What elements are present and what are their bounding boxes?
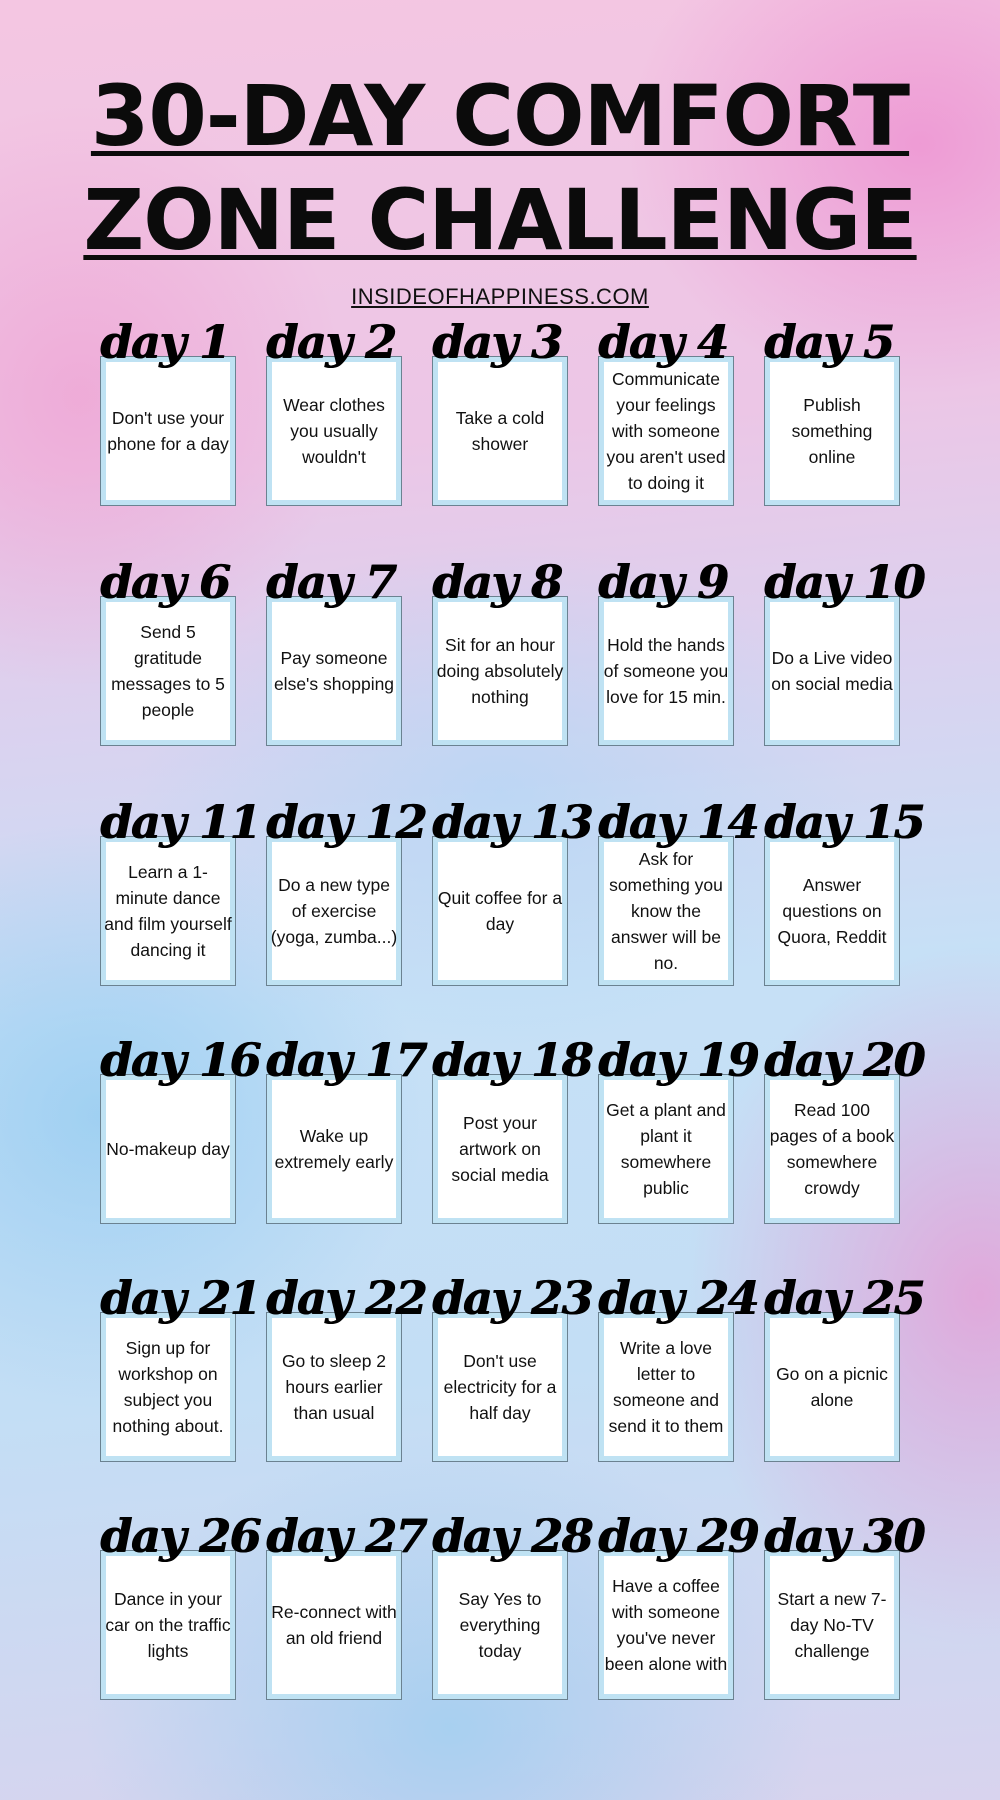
day-label: day 30: [764, 1509, 924, 1563]
day-task-text: Dance in your car on the traffic lights: [105, 1589, 231, 1661]
day-card-1: [100, 300, 240, 505]
day-label: day 26: [100, 1509, 260, 1563]
day-card-18: [432, 1018, 592, 1223]
day-task-text: Wear clothes you usually wouldn't: [283, 395, 385, 467]
day-label: day 14: [598, 795, 758, 849]
day-card-20: [764, 1018, 924, 1223]
day-label: day 22: [266, 1271, 426, 1325]
day-label: day 6: [100, 555, 230, 609]
day-task-text: Don't use electricity for a half day: [443, 1351, 557, 1423]
day-card-12: [266, 780, 426, 985]
day-label: day 16: [100, 1033, 260, 1087]
day-label: day 28: [432, 1509, 592, 1563]
day-label: day 7: [266, 555, 396, 609]
day-label: day 23: [432, 1271, 592, 1325]
day-label: day 12: [266, 795, 426, 849]
day-label: day 29: [598, 1509, 758, 1563]
website-link[interactable]: INSIDEOFHAPPINESS.COM: [351, 284, 649, 309]
day-label: day 21: [100, 1271, 260, 1325]
day-label: day 24: [598, 1271, 758, 1325]
day-card-7: [266, 540, 406, 745]
day-card-22: [266, 1256, 426, 1461]
day-card-3: [432, 300, 572, 505]
day-task-text: Go to sleep 2 hours earlier than usual: [281, 1351, 387, 1423]
day-card-19: [598, 1018, 758, 1223]
day-label: day 11: [100, 795, 260, 849]
day-card-11: [100, 780, 260, 985]
day-card-13: [432, 780, 592, 985]
day-card-27: [266, 1494, 426, 1699]
day-task-text: Ask for something you know the answer will be no.: [609, 849, 723, 973]
day-label: day 9: [598, 555, 728, 609]
day-label: day 1: [100, 315, 230, 369]
day-task-text: Don't use your phone for a day: [107, 408, 229, 454]
day-task-text: Read 100 pages of a book somewhere crowdy: [769, 1100, 895, 1198]
day-task-text: Do a new type of exercise (yoga, zumba...): [270, 875, 398, 947]
day-card-8: [432, 540, 572, 745]
day-card-10: [764, 540, 924, 745]
day-task-text: Start a new 7-day No-TV challenge: [777, 1589, 887, 1661]
day-task-text: Get a plant and plant it somewhere public: [606, 1100, 726, 1198]
day-task-text: Sit for an hour doing absolutely nothing: [436, 635, 564, 707]
day-label: day 18: [432, 1033, 592, 1087]
day-card-2: [266, 300, 406, 505]
day-task-text: Answer questions on Quora, Reddit: [777, 875, 887, 947]
day-card-28: [432, 1494, 592, 1699]
day-label: day 2: [266, 315, 396, 369]
day-label: day 25: [764, 1271, 924, 1325]
day-task-text: Send 5 gratitude messages to 5 people: [111, 622, 225, 720]
day-card-29: [598, 1494, 758, 1699]
title-line-1: 30-DAY COMFORT: [90, 67, 910, 165]
day-card-4: [598, 300, 738, 505]
day-label: day 13: [432, 795, 592, 849]
day-card-14: [598, 780, 758, 985]
day-label: day 3: [432, 315, 562, 369]
day-card-17: [266, 1018, 426, 1223]
day-task-text: Do a Live video on social media: [771, 648, 893, 694]
day-card-23: [432, 1256, 592, 1461]
day-task-text: Wake up extremely early: [274, 1126, 394, 1172]
day-card-25: [764, 1256, 924, 1461]
day-card-30: [764, 1494, 924, 1699]
day-task-text: Publish something online: [791, 395, 873, 467]
day-label: day 10: [764, 555, 924, 609]
day-task-text: Learn a 1-minute dance and film yourself dancing it: [104, 862, 232, 960]
day-task-text: Write a love letter to someone and send it to them: [608, 1338, 724, 1436]
day-card-16: [100, 1018, 260, 1223]
day-label: day 4: [598, 315, 728, 369]
day-card-9: [598, 540, 738, 745]
day-card-26: [100, 1494, 260, 1699]
day-task-text: Sign up for workshop on subject you nothing about.: [112, 1338, 224, 1436]
day-task-text: Quit coffee for a day: [437, 888, 563, 934]
day-task-text: Communicate your feelings with someone you aren't used to doing it: [606, 369, 726, 493]
day-label: day 17: [266, 1033, 426, 1087]
day-task-text: Hold the hands of someone you love for 15 min.: [603, 635, 729, 707]
day-label: day 15: [764, 795, 924, 849]
day-task-text: Go on a picnic alone: [776, 1364, 888, 1410]
day-task-text: Take a cold shower: [455, 408, 545, 454]
day-card-6: [100, 540, 240, 745]
day-label: day 8: [432, 555, 562, 609]
day-card-21: [100, 1256, 260, 1461]
day-card-24: [598, 1256, 758, 1461]
day-label: day 19: [598, 1033, 758, 1087]
day-card-15: [764, 780, 924, 985]
day-task-text: Have a coffee with someone you've never been alone with: [604, 1576, 728, 1674]
title-line-2: ZONE CHALLENGE: [83, 171, 917, 269]
day-label: day 5: [764, 315, 894, 369]
day-task-text: Re-connect with an old friend: [271, 1602, 397, 1648]
day-task-text: Say Yes to everything today: [458, 1589, 542, 1661]
day-task-text: Post your artwork on social media: [451, 1113, 549, 1185]
day-label: day 20: [764, 1033, 924, 1087]
day-task-text: Pay someone else's shopping: [273, 648, 395, 694]
day-task-text: No-makeup day: [106, 1139, 230, 1159]
day-card-5: [764, 300, 904, 505]
day-label: day 27: [266, 1509, 426, 1563]
